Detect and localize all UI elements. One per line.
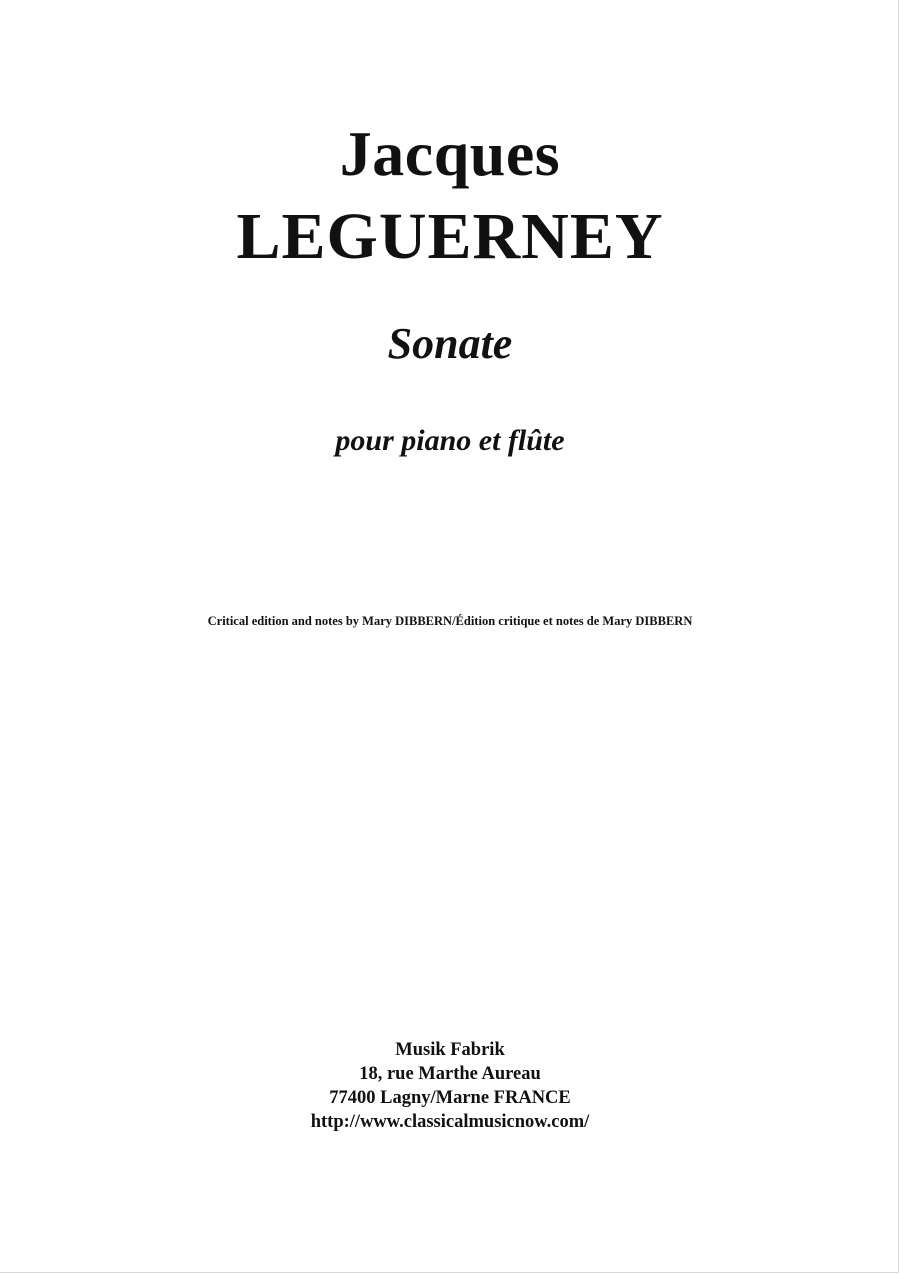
publisher-website[interactable]: http://www.classicalmusicnow.com/ — [310, 1112, 590, 1132]
publisher-street: 18, rue Marthe Aureau — [359, 1064, 541, 1084]
edition-note: Critical edition and notes by Mary DIBBERN/Édition critique et notes de Mary DIBBERN — [207, 614, 693, 628]
instrumentation-subtitle: pour piano et flûte — [335, 424, 565, 457]
composer-first-name: Jacques — [339, 118, 561, 189]
work-title: Sonate — [387, 319, 513, 368]
publisher-block — [0, 1038, 900, 1134]
publisher-name: Musik Fabrik — [395, 1040, 505, 1060]
publisher-city: 77400 Lagny/Marne FRANCE — [329, 1088, 571, 1108]
composer-last-name: LEGUERNEY — [236, 200, 664, 273]
